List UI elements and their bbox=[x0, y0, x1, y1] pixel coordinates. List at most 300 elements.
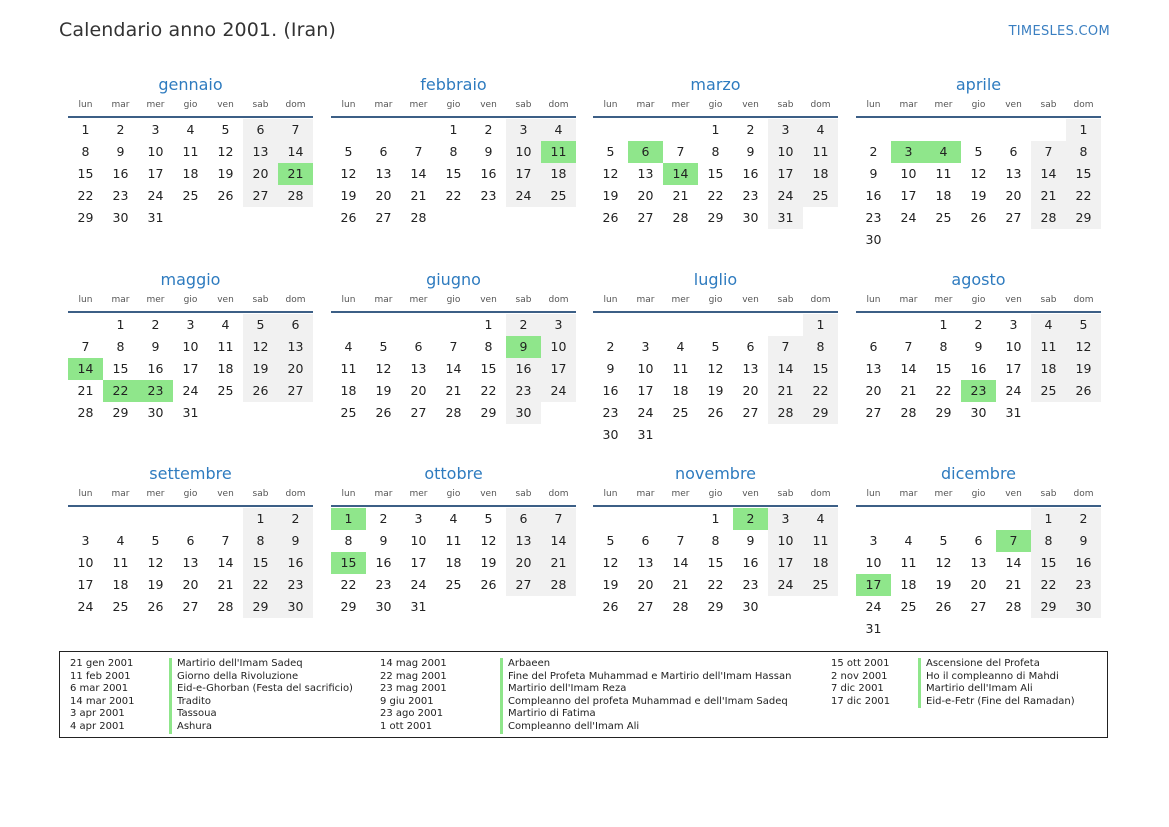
day-cell: 16 bbox=[970, 361, 987, 376]
day-cell: 10 bbox=[410, 533, 427, 548]
day-cell: 29 bbox=[1031, 596, 1066, 618]
weekday-label: mer bbox=[934, 295, 953, 305]
month-title: febbraio bbox=[420, 75, 487, 94]
day-cell: 19 bbox=[340, 188, 357, 203]
weekday-label: ven bbox=[217, 100, 234, 110]
weekday-label: ven bbox=[480, 295, 497, 305]
weekday-label: sab bbox=[1040, 295, 1057, 305]
day-cell: 2 bbox=[746, 122, 755, 137]
day-cell: 18 bbox=[340, 383, 357, 398]
day-cell: 19 bbox=[602, 188, 619, 203]
empty-cell bbox=[436, 314, 471, 336]
day-cell: 11 bbox=[182, 144, 199, 159]
day-cell: 21 bbox=[768, 380, 803, 402]
day-cell: 14 bbox=[217, 555, 234, 570]
day-cell: 12 bbox=[480, 533, 497, 548]
day-cell: 12 bbox=[147, 555, 164, 570]
holiday-date: 23 mag 2001 bbox=[380, 683, 447, 695]
day-cell: 4 bbox=[904, 533, 913, 548]
day-cell: 23 bbox=[742, 188, 759, 203]
day-cell: 30 bbox=[742, 210, 759, 225]
day-cell: 23 bbox=[375, 577, 392, 592]
weekday-label: lun bbox=[78, 100, 93, 110]
empty-cell bbox=[331, 314, 366, 336]
day-cell: 12 bbox=[340, 166, 357, 181]
day-cell: 26 bbox=[375, 405, 392, 420]
weekday-label: lun bbox=[866, 100, 881, 110]
holiday-date: 4 apr 2001 bbox=[70, 720, 125, 732]
empty-cell bbox=[768, 314, 803, 336]
weekday-label: mar bbox=[899, 100, 918, 110]
day-cell: 1 bbox=[711, 511, 720, 526]
day-cell: 28 bbox=[77, 405, 94, 420]
day-cell: 16 bbox=[865, 188, 882, 203]
month-title: giugno bbox=[426, 270, 481, 289]
day-cell: 20 bbox=[970, 577, 987, 592]
holiday-name: Ascensione del Profeta bbox=[926, 658, 1040, 669]
day-cell: 12 bbox=[217, 144, 234, 159]
day-cell: 26 bbox=[217, 188, 234, 203]
holiday-date: 17 dic 2001 bbox=[831, 695, 891, 707]
day-cell: 22 bbox=[1031, 574, 1066, 596]
month-ottobre bbox=[331, 463, 576, 618]
empty-cell bbox=[891, 119, 926, 141]
day-cell: 22 bbox=[1066, 185, 1101, 207]
day-cell: 9 bbox=[1066, 530, 1101, 552]
day-cell: 4 bbox=[803, 119, 838, 141]
day-cell: 15 bbox=[243, 552, 278, 574]
day-cell: 7 bbox=[676, 144, 685, 159]
empty-cell bbox=[593, 508, 628, 530]
day-cell: 17 bbox=[900, 188, 917, 203]
day-cell: 17 bbox=[541, 358, 576, 380]
empty-cell bbox=[68, 314, 103, 336]
day-cell: 11 bbox=[112, 555, 129, 570]
weekday-label: mar bbox=[374, 489, 393, 499]
day-cell: 30 bbox=[602, 427, 619, 442]
day-cell: 16 bbox=[1066, 552, 1101, 574]
day-cell: 25 bbox=[541, 185, 576, 207]
weekday-label: mar bbox=[374, 295, 393, 305]
weekday-label: ven bbox=[742, 489, 759, 499]
day-cell: 19 bbox=[1066, 358, 1101, 380]
day-cell: 14 bbox=[445, 361, 462, 376]
weekday-label: sab bbox=[515, 295, 532, 305]
day-cell: 19 bbox=[375, 383, 392, 398]
day-cell: 28 bbox=[410, 210, 427, 225]
day-cell: 10 bbox=[1005, 339, 1022, 354]
day-cell: 11 bbox=[672, 361, 689, 376]
weekday-label: sab bbox=[252, 489, 269, 499]
day-cell: 13 bbox=[742, 361, 759, 376]
day-cell: 27 bbox=[182, 599, 199, 614]
day-cell: 1 bbox=[939, 317, 948, 332]
holiday-day-cell: 15 bbox=[331, 552, 366, 574]
weekday-label: mer bbox=[671, 295, 690, 305]
weekday-header bbox=[68, 97, 313, 118]
day-cell: 17 bbox=[147, 166, 164, 181]
day-cell: 18 bbox=[803, 163, 838, 185]
day-cell: 8 bbox=[484, 339, 493, 354]
month-title: novembre bbox=[674, 464, 757, 483]
weekday-label: mar bbox=[111, 100, 130, 110]
day-cell: 13 bbox=[278, 336, 313, 358]
day-cell: 24 bbox=[147, 188, 164, 203]
day-cell: 6 bbox=[869, 339, 878, 354]
day-cell: 11 bbox=[1031, 336, 1066, 358]
day-cell: 2 bbox=[1066, 508, 1101, 530]
weekday-label: gio bbox=[708, 100, 723, 110]
day-cell: 14 bbox=[278, 141, 313, 163]
empty-cell bbox=[628, 314, 663, 336]
day-cell: 14 bbox=[1005, 555, 1022, 570]
weekday-label: dom bbox=[548, 100, 569, 110]
day-cell: 7 bbox=[278, 119, 313, 141]
month-luglio bbox=[593, 269, 838, 446]
day-cell: 5 bbox=[711, 339, 720, 354]
holiday-name: Martirio dell'Imam Ali bbox=[926, 683, 1033, 695]
day-cell: 29 bbox=[707, 599, 724, 614]
day-grid bbox=[593, 508, 838, 618]
day-cell: 31 bbox=[182, 405, 199, 420]
weekday-label: gio bbox=[708, 295, 723, 305]
weekday-label: mer bbox=[934, 100, 953, 110]
month-title: marzo bbox=[690, 75, 741, 94]
day-cell: 10 bbox=[865, 555, 882, 570]
weekday-header bbox=[856, 486, 1101, 507]
month-febbraio bbox=[331, 74, 576, 229]
day-cell: 6 bbox=[186, 533, 195, 548]
day-cell: 8 bbox=[344, 533, 353, 548]
day-cell: 22 bbox=[480, 383, 497, 398]
weekday-label: sab bbox=[777, 489, 794, 499]
holiday-name: Giorno della Rivoluzione bbox=[177, 670, 299, 682]
holiday-date: 14 mar 2001 bbox=[70, 695, 135, 707]
day-cell: 21 bbox=[445, 383, 462, 398]
day-grid bbox=[331, 508, 576, 618]
day-cell: 1 bbox=[711, 122, 720, 137]
day-cell: 20 bbox=[1005, 188, 1022, 203]
day-cell: 29 bbox=[340, 599, 357, 614]
day-cell: 16 bbox=[506, 358, 541, 380]
day-cell: 1 bbox=[1031, 508, 1066, 530]
day-cell: 5 bbox=[344, 144, 353, 159]
weekday-label: sab bbox=[777, 295, 794, 305]
weekday-header bbox=[68, 292, 313, 313]
holiday-day-cell: 11 bbox=[541, 141, 576, 163]
holiday-day-cell: 6 bbox=[628, 141, 663, 163]
weekday-label: ven bbox=[1005, 489, 1022, 499]
day-cell: 24 bbox=[541, 380, 576, 402]
day-cell: 12 bbox=[602, 555, 619, 570]
day-cell: 9 bbox=[379, 533, 388, 548]
day-cell: 5 bbox=[939, 533, 948, 548]
holiday-name: Eid-e-Ghorban (Festa del sacrificio) bbox=[177, 683, 353, 695]
day-cell: 17 bbox=[1005, 361, 1022, 376]
day-cell: 21 bbox=[217, 577, 234, 592]
day-cell: 16 bbox=[147, 361, 164, 376]
day-cell: 19 bbox=[147, 577, 164, 592]
day-cell: 3 bbox=[768, 119, 803, 141]
weekday-label: lun bbox=[341, 295, 356, 305]
day-cell: 6 bbox=[379, 144, 388, 159]
day-cell: 22 bbox=[707, 188, 724, 203]
empty-cell bbox=[366, 314, 401, 336]
day-cell: 21 bbox=[1031, 185, 1066, 207]
day-cell: 7 bbox=[676, 533, 685, 548]
day-cell: 6 bbox=[243, 119, 278, 141]
weekday-label: dom bbox=[810, 489, 831, 499]
weekday-label: sab bbox=[515, 489, 532, 499]
day-cell: 5 bbox=[606, 533, 615, 548]
weekday-label: gio bbox=[446, 100, 461, 110]
month-title: settembre bbox=[149, 464, 232, 483]
day-cell: 29 bbox=[707, 210, 724, 225]
month-title: agosto bbox=[951, 270, 1006, 289]
day-cell: 18 bbox=[445, 555, 462, 570]
day-cell: 9 bbox=[869, 166, 878, 181]
month-maggio bbox=[68, 269, 313, 424]
weekday-label: dom bbox=[548, 489, 569, 499]
day-cell: 7 bbox=[221, 533, 230, 548]
day-cell: 9 bbox=[151, 339, 160, 354]
day-cell: 25 bbox=[935, 210, 952, 225]
day-cell: 13 bbox=[410, 361, 427, 376]
holiday-day-cell: 22 bbox=[103, 380, 138, 402]
day-cell: 13 bbox=[182, 555, 199, 570]
day-cell: 8 bbox=[81, 144, 90, 159]
day-cell: 13 bbox=[637, 555, 654, 570]
day-cell: 28 bbox=[672, 599, 689, 614]
day-cell: 15 bbox=[707, 555, 724, 570]
weekday-label: mer bbox=[671, 489, 690, 499]
day-cell: 14 bbox=[768, 358, 803, 380]
day-cell: 29 bbox=[1066, 207, 1101, 229]
day-cell: 10 bbox=[900, 166, 917, 181]
empty-cell bbox=[663, 508, 698, 530]
day-cell: 21 bbox=[1005, 577, 1022, 592]
day-cell: 5 bbox=[974, 144, 983, 159]
month-settembre bbox=[68, 463, 313, 618]
day-cell: 15 bbox=[935, 361, 952, 376]
month-agosto bbox=[856, 269, 1101, 424]
day-cell: 28 bbox=[217, 599, 234, 614]
holiday-name: Eid-e-Fetr (Fine del Ramadan) bbox=[926, 695, 1075, 707]
weekday-label: gio bbox=[971, 295, 986, 305]
day-cell: 2 bbox=[379, 511, 388, 526]
day-cell: 17 bbox=[410, 555, 427, 570]
day-cell: 16 bbox=[112, 166, 129, 181]
day-cell: 23 bbox=[506, 380, 541, 402]
day-cell: 17 bbox=[768, 552, 803, 574]
weekday-label: lun bbox=[603, 295, 618, 305]
holiday-name: Ho il compleanno di Mahdi bbox=[926, 670, 1059, 682]
day-cell: 25 bbox=[803, 574, 838, 596]
holiday-day-cell: 3 bbox=[891, 141, 926, 163]
day-cell: 16 bbox=[742, 166, 759, 181]
day-cell: 6 bbox=[278, 314, 313, 336]
holiday-name: Martirio dell'Imam Reza bbox=[508, 683, 627, 695]
day-cell: 23 bbox=[112, 188, 129, 203]
holiday-day-cell: 2 bbox=[733, 508, 768, 530]
day-cell: 27 bbox=[1005, 210, 1022, 225]
holiday-day-cell: 21 bbox=[278, 163, 313, 185]
holiday-legend bbox=[59, 651, 1108, 738]
holiday-day-cell: 1 bbox=[331, 508, 366, 530]
day-cell: 3 bbox=[1009, 317, 1018, 332]
weekday-label: gio bbox=[708, 489, 723, 499]
day-cell: 19 bbox=[480, 555, 497, 570]
day-cell: 21 bbox=[900, 383, 917, 398]
day-cell: 10 bbox=[768, 141, 803, 163]
day-grid bbox=[331, 314, 576, 424]
day-cell: 6 bbox=[1009, 144, 1018, 159]
day-cell: 20 bbox=[243, 163, 278, 185]
day-cell: 13 bbox=[970, 555, 987, 570]
holiday-date: 22 mag 2001 bbox=[380, 670, 447, 682]
day-cell: 18 bbox=[935, 188, 952, 203]
day-cell: 18 bbox=[182, 166, 199, 181]
holiday-day-cell: 14 bbox=[68, 358, 103, 380]
holiday-date: 6 mar 2001 bbox=[70, 683, 129, 695]
weekday-header bbox=[593, 97, 838, 118]
day-cell: 23 bbox=[1066, 574, 1101, 596]
day-grid bbox=[856, 119, 1101, 251]
day-cell: 26 bbox=[602, 599, 619, 614]
day-cell: 13 bbox=[637, 166, 654, 181]
day-cell: 8 bbox=[1066, 141, 1101, 163]
weekday-label: gio bbox=[971, 489, 986, 499]
weekday-label: mer bbox=[146, 295, 165, 305]
day-cell: 26 bbox=[970, 210, 987, 225]
day-cell: 26 bbox=[1066, 380, 1101, 402]
day-cell: 1 bbox=[803, 314, 838, 336]
day-cell: 25 bbox=[803, 185, 838, 207]
weekday-label: mar bbox=[899, 489, 918, 499]
day-cell: 3 bbox=[81, 533, 90, 548]
weekday-label: sab bbox=[252, 295, 269, 305]
day-cell: 29 bbox=[935, 405, 952, 420]
day-cell: 5 bbox=[243, 314, 278, 336]
day-cell: 19 bbox=[602, 577, 619, 592]
day-cell: 27 bbox=[375, 210, 392, 225]
day-cell: 27 bbox=[278, 380, 313, 402]
day-cell: 7 bbox=[541, 508, 576, 530]
day-cell: 20 bbox=[182, 577, 199, 592]
empty-cell bbox=[401, 314, 436, 336]
day-cell: 24 bbox=[182, 383, 199, 398]
day-cell: 29 bbox=[480, 405, 497, 420]
day-cell: 1 bbox=[1066, 119, 1101, 141]
day-cell: 18 bbox=[1031, 358, 1066, 380]
day-cell: 8 bbox=[939, 339, 948, 354]
day-grid bbox=[68, 119, 313, 229]
day-cell: 27 bbox=[243, 185, 278, 207]
holiday-day-cell: 4 bbox=[926, 141, 961, 163]
day-cell: 30 bbox=[970, 405, 987, 420]
day-cell: 11 bbox=[340, 361, 357, 376]
empty-cell bbox=[173, 508, 208, 530]
day-cell: 4 bbox=[116, 533, 125, 548]
day-cell: 30 bbox=[278, 596, 313, 618]
month-novembre bbox=[593, 463, 838, 618]
day-cell: 26 bbox=[147, 599, 164, 614]
day-cell: 7 bbox=[81, 339, 90, 354]
weekday-label: mar bbox=[636, 489, 655, 499]
empty-cell bbox=[663, 119, 698, 141]
day-cell: 19 bbox=[243, 358, 278, 380]
day-cell: 22 bbox=[707, 577, 724, 592]
day-cell: 1 bbox=[116, 317, 125, 332]
day-cell: 8 bbox=[243, 530, 278, 552]
day-cell: 27 bbox=[865, 405, 882, 420]
day-cell: 9 bbox=[746, 144, 755, 159]
brand-link[interactable]: TIMESLES.COM bbox=[1008, 24, 1110, 39]
day-cell: 18 bbox=[900, 577, 917, 592]
day-cell: 11 bbox=[803, 141, 838, 163]
day-cell: 13 bbox=[865, 361, 882, 376]
day-grid bbox=[68, 508, 313, 618]
day-cell: 11 bbox=[935, 166, 952, 181]
day-cell: 29 bbox=[112, 405, 129, 420]
day-grid bbox=[68, 314, 313, 424]
day-cell: 17 bbox=[768, 163, 803, 185]
empty-cell bbox=[856, 119, 891, 141]
holiday-date: 21 gen 2001 bbox=[70, 658, 134, 669]
holiday-dates-column bbox=[831, 658, 890, 708]
day-grid bbox=[856, 314, 1101, 424]
empty-cell bbox=[366, 119, 401, 141]
holiday-name: Ashura bbox=[177, 720, 212, 732]
day-cell: 10 bbox=[637, 361, 654, 376]
weekday-label: mer bbox=[409, 295, 428, 305]
day-cell: 20 bbox=[375, 188, 392, 203]
day-cell: 11 bbox=[900, 555, 917, 570]
day-cell: 5 bbox=[221, 122, 230, 137]
day-cell: 24 bbox=[900, 210, 917, 225]
weekday-label: gio bbox=[446, 295, 461, 305]
day-cell: 12 bbox=[602, 166, 619, 181]
day-cell: 10 bbox=[147, 144, 164, 159]
day-cell: 29 bbox=[803, 402, 838, 424]
day-cell: 30 bbox=[1066, 596, 1101, 618]
weekday-label: ven bbox=[480, 100, 497, 110]
weekday-header bbox=[331, 292, 576, 313]
weekday-label: gio bbox=[183, 295, 198, 305]
day-cell: 18 bbox=[217, 361, 234, 376]
day-grid bbox=[856, 508, 1101, 640]
day-cell: 24 bbox=[77, 599, 94, 614]
day-cell: 12 bbox=[935, 555, 952, 570]
weekday-label: sab bbox=[1040, 100, 1057, 110]
month-title: aprile bbox=[955, 75, 1002, 94]
day-cell: 15 bbox=[707, 166, 724, 181]
weekday-label: dom bbox=[285, 100, 306, 110]
day-cell: 21 bbox=[672, 188, 689, 203]
day-cell: 10 bbox=[77, 555, 94, 570]
day-cell: 6 bbox=[414, 339, 423, 354]
day-cell: 10 bbox=[182, 339, 199, 354]
holiday-date: 15 ott 2001 bbox=[831, 658, 890, 669]
weekday-label: lun bbox=[866, 295, 881, 305]
day-cell: 3 bbox=[414, 511, 423, 526]
weekday-label: dom bbox=[1073, 100, 1094, 110]
day-cell: 19 bbox=[935, 577, 952, 592]
day-cell: 30 bbox=[865, 232, 882, 247]
holiday-name: Tradito bbox=[177, 695, 212, 707]
day-cell: 31 bbox=[1005, 405, 1022, 420]
weekday-label: mer bbox=[671, 100, 690, 110]
